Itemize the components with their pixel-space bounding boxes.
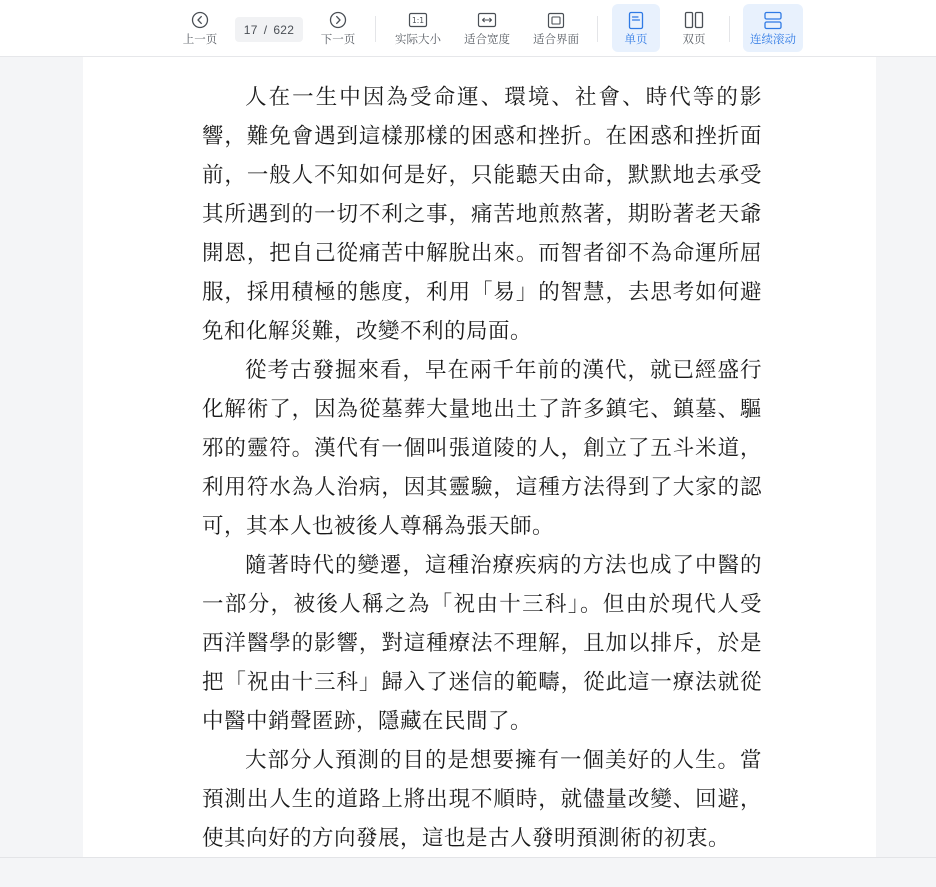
continuous-scroll-label: 连续滚动 [750, 34, 796, 46]
fit-page-button[interactable] [529, 4, 583, 52]
document-page [83, 57, 876, 857]
single-page-label: 单页 [624, 34, 648, 46]
prev-page-button[interactable] [180, 4, 220, 52]
page-separator: / [263, 22, 268, 37]
paragraph: 大部分人預測的目的是想要擁有一個美好的人生。當預測出人生的道路上將出現不順時，就儘量改變、回避，使其向好的方向發展，這也是古人發明預測術的初衷。 [202, 748, 762, 851]
reader-toolbar [0, 0, 936, 57]
double-page-button[interactable] [670, 4, 718, 52]
continuous-scroll-icon [762, 10, 784, 30]
toolbar-divider [597, 16, 598, 42]
current-page: 17 [243, 22, 258, 37]
prev-page-label: 上一页 [182, 34, 218, 46]
fit-page-icon [545, 10, 567, 30]
double-page-icon [683, 10, 705, 30]
continuous-scroll-button[interactable] [743, 4, 803, 52]
bottom-scroll-area [0, 857, 936, 887]
total-pages: 622 [273, 22, 295, 37]
chevron-left-circle-icon [189, 10, 211, 30]
actual-size-label: 实际大小 [395, 34, 441, 46]
actual-size-icon [407, 10, 429, 30]
single-page-button[interactable] [612, 4, 660, 52]
fit-page-label: 适合界面 [533, 34, 579, 46]
page-text-block [202, 78, 762, 858]
paragraph: 隨著時代的變遷，這種治療疾病的方法也成了中醫的一部分，被後人稱之為「祝由十三科」。但由於現代人受西洋醫學的影響，對這種療法不理解，且加以排斥，於是把「祝由十三科」歸入了迷信的範疇，從此這一療法就從中醫中銷聲匿跡，隱藏在民間了。 [202, 553, 762, 734]
paragraph: 從考古發掘來看，早在兩千年前的漢代，就已經盛行化解術了，因為從墓葬大量地出土了許多鎮宅、鎮墓、驅邪的靈符。漢代有一個叫張道陵的人，創立了五斗米道，利用符水為人治病，因其靈驗，這種方法得到了大家的認可，其本人也被後人尊稱為張天師。 [202, 358, 762, 539]
toolbar-divider [375, 16, 376, 42]
next-page-label: 下一页 [320, 34, 356, 46]
paragraph: 人在一生中因為受命運、環境、社會、時代等的影響，難免會遇到這樣那樣的困惑和挫折。在困惑和挫折面前，一般人不知如何是好，只能聽天由命，默默地去承受其所遇到的一切不利之事，痛苦地煎熬著，期盼著老天爺開恩，把自己從痛苦中解脫出來。而智者卻不為命運所屈服，採用積極的態度，利用「易」的智慧，去思考如何避免和化解災難，改變不利的局面。 [202, 85, 762, 344]
toolbar-divider [729, 16, 730, 42]
document-viewport[interactable] [0, 57, 936, 857]
fit-width-label: 适合宽度 [464, 34, 510, 46]
fit-width-button[interactable] [460, 4, 514, 52]
actual-size-button[interactable] [391, 4, 445, 52]
fit-width-icon [476, 10, 498, 30]
next-page-button[interactable] [318, 4, 358, 52]
page-number-input[interactable] [235, 17, 303, 42]
double-page-label: 双页 [682, 34, 706, 46]
chevron-right-circle-icon [327, 10, 349, 30]
single-page-icon [625, 10, 647, 30]
actual-size-icon-text: 1:1 [411, 15, 425, 25]
